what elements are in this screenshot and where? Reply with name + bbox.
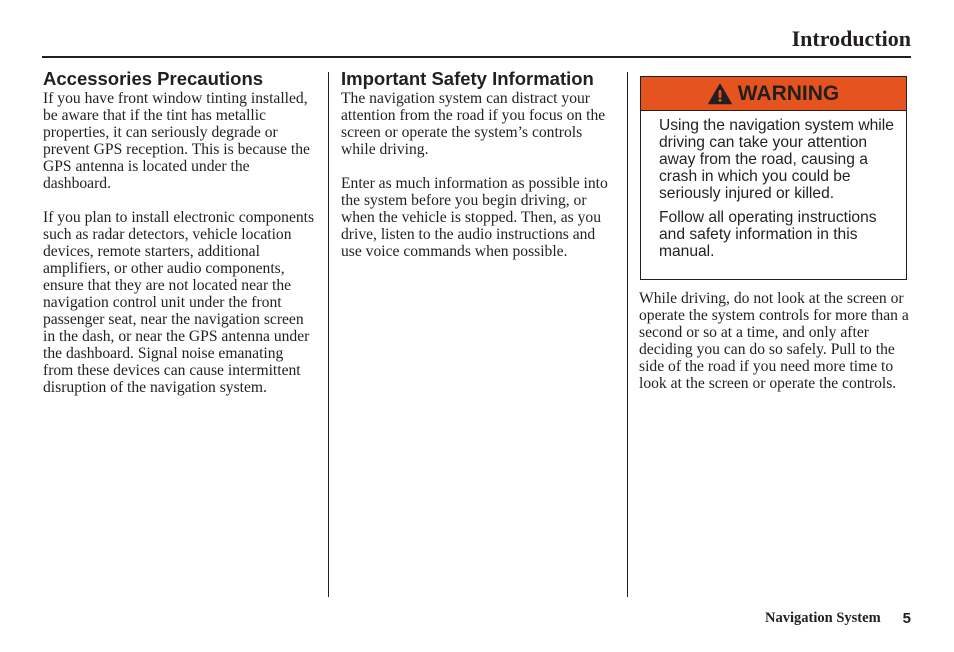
warning-crash-paragraph: Using the navigation system while driving can take your attention away from the road, causing a crash in which you could be seriously injured or killed. [659, 117, 894, 202]
warning-header [641, 77, 906, 111]
warning-body [641, 111, 906, 260]
column-divider-right [627, 72, 628, 597]
page-footer [765, 610, 911, 627]
warning-triangle-icon [708, 83, 732, 105]
distraction-paragraph: The navigation system can distract your attention from the road if you focus on the screen or operate the system’s controls while driving. [341, 90, 606, 158]
safety-heading: Important Safety Information [341, 68, 594, 89]
page-title: Introduction [791, 26, 911, 51]
tinting-paragraph: If you have front window tinting installed, be aware that if the tint has metallic properties, it can seriously degrade or prevent GPS reception. This is because the GPS antenna is located under the dashboard. [43, 90, 310, 192]
enter-information-paragraph: Enter as much information as possible into the system before you begin driving, or when the vehicle is stopped. Then, as you drive, listen to the audio instructions and use voice commands when possible. [341, 175, 608, 260]
accessories-heading: Accessories Precautions [43, 68, 264, 89]
driving-advice-paragraph: While driving, do not look at the screen or operate the system controls for more than a second or so at a time, and only after deciding you can do so safely. Pull to the side of the road if you need more time to look at the screen or operate the controls. [639, 290, 909, 392]
driving-advice-section [639, 290, 911, 392]
safety-section [341, 68, 617, 260]
header-rule [42, 56, 911, 58]
warning-box [640, 76, 907, 280]
page-number: 5 [902, 610, 911, 627]
accessories-section [43, 68, 315, 396]
column-divider-left [328, 72, 329, 597]
warning-follow-instructions-paragraph: Follow all operating instructions and safety information in this manual. [659, 209, 877, 260]
warning-label: WARNING [737, 81, 840, 105]
electronic-components-paragraph: If you plan to install electronic components such as radar detectors, vehicle location devices, remote starters, additional amplifiers, or other audio components, ensure that they are not located near the navigation control unit under the front passenger seat, near the navigation screen in the dash, or near the GPS antenna under the dashboard. Signal noise emanating from these devices can cause intermittent disruption of the navigation system. [43, 209, 315, 396]
footer-label: Navigation System [765, 610, 881, 626]
